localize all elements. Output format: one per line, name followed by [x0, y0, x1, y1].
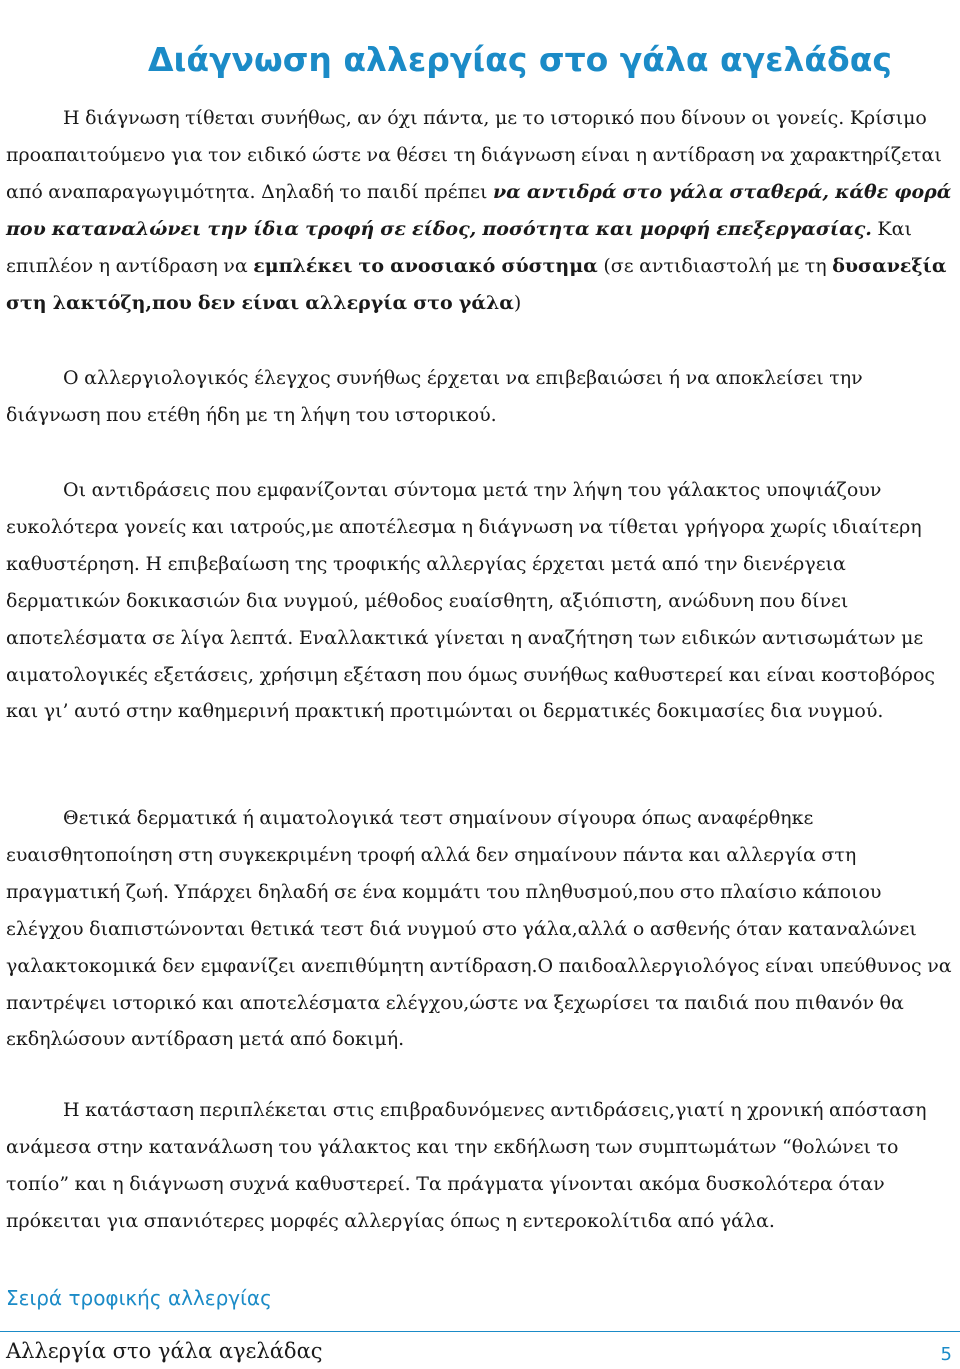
- emphasis-immune-system: εμπλέκει το ανοσιακό σύστημα: [253, 254, 598, 277]
- paragraph-text: (σε αντιδιαστολή με τη: [597, 254, 833, 277]
- paragraph-diagnosis-history: [6, 100, 958, 321]
- page-title: Διάγνωση αλλεργίας στο γάλα αγελάδας: [148, 40, 892, 79]
- paragraph-text: Η διάγνωση τίθεται συνήθως, αν όχι πάντα, με το ιστορικό που δίνουν οι γονείς. Κρίσιμο προαπαιτούμενο για τον ειδικό ώστε να θέσει τη διάγνωση είναι η αντίδραση να χαρακτηρίζεται από αναπαραγωγιμότητα. Δηλαδή το παιδί πρέπει: [6, 107, 942, 203]
- emphasis-reproducibility: να αντιδρά στο γάλα σταθερά, κάθε φορά που καταναλώνει την ίδια τροφή σε είδος, ποσότητα και μορφή επεξεργασίας.: [6, 180, 952, 240]
- footer-divider: [0, 1331, 960, 1332]
- paragraph-early-reactions: Οι αντιδράσεις που εμφανίζονται σύντομα μετά την λήψη του γάλακτος υποψιάζουν ευκολότερα γονείς και ιατρούς,με αποτέλεσμα η διάγνωση να τίθεται γρήγορα χωρίς ιδιαίτερη καθυστέρηση. Η επιβεβαίωση της τροφικής αλλεργίας έρχεται μετά από την διενέργεια δερματικών δοκικασιών δια νυγμού, μέθοδος ευαίσθητη, αξιόπιστη, ανώδυνη που δίνει αποτελέσματα σε λίγα λεπτά. Εναλλακτικά γίνεται η αναζήτηση των ειδικών αντισωμάτων με αιματολογικές εξετάσεις, χρήσιμη εξέταση που όμως συνήθως καθυστερεί και είναι κοστοβόρος και γι’ αυτό στην καθημερινή πρακτική προτιμώνται οι δερματικές δοκιμασίες δια νυγμού.: [6, 479, 936, 723]
- paragraph-positive-tests: Θετικά δερματικά ή αιματολογικά τεστ σημαίνουν σίγουρα όπως αναφέρθηκε ευαισθητοποίηση στη συγκεκριμένη τροφή αλλά δεν σημαίνουν πάντα και αλλεργία στη πραγματική ζωή. Υπάρχει δηλαδή σε ένα κομμάτι του πληθυσμού,που στο πλαίσιο κάποιου ελέγχου διαπιστώνονται θετικά τεστ διά νυγμού στο γάλα,αλλά ο ασθενής όταν καταναλώνει γαλακτοκομικά δεν εμφανίζει ανεπιθύμητη αντίδραση.Ο παιδοαλλεργιολόγος είναι υπεύθυνος να παντρέψει ιστορικό και αποτελέσματα ελέγχου,ώστε να ξεχωρίσει τα παιδιά που πιθανόν θα εκδηλώσουν αντίδραση μετά από δοκιμή.: [6, 807, 952, 1051]
- paragraph-allergy-testing: Ο αλλεργιολογικός έλεγχος συνήθως έρχεται να επιβεβαιώσει ή να αποκλείσει την διάγνωση που ετέθη ήδη με τη λήψη του ιστορικού.: [6, 367, 863, 426]
- paragraph-delayed-reactions: Η κατάσταση περιπλέκεται στις επιβραδυνόμενες αντιδράσεις,γιατί η χρονική απόσταση ανάμεσα στην κατανάλωση του γάλακτος και την εκδήλωση των συμπτωμάτων “θολώνει το τοπίο” και η διάγνωση συχνά καθυστερεί. Τα πράγματα γίνονται ακόμα δυσκολότερα όταν πρόκειται για σπανιότερες μορφές αλλεργίας όπως η εντεροκολίτιδα από γάλα.: [6, 1099, 927, 1232]
- paragraph-text: Και επιπλέον η αντίδραση να: [6, 217, 912, 277]
- page-number: 5: [940, 1344, 952, 1365]
- emphasis-lactose-intolerance: δυσανεξία στη λακτόζη,που δεν είναι αλλεργία στο γάλα: [6, 254, 947, 314]
- paragraph-text: ): [513, 291, 522, 314]
- section-link-food-allergy-series[interactable]: Σειρά τροφικής αλλεργίας: [6, 1286, 272, 1310]
- footer-title: Αλλεργία στο γάλα αγελάδας: [6, 1339, 323, 1363]
